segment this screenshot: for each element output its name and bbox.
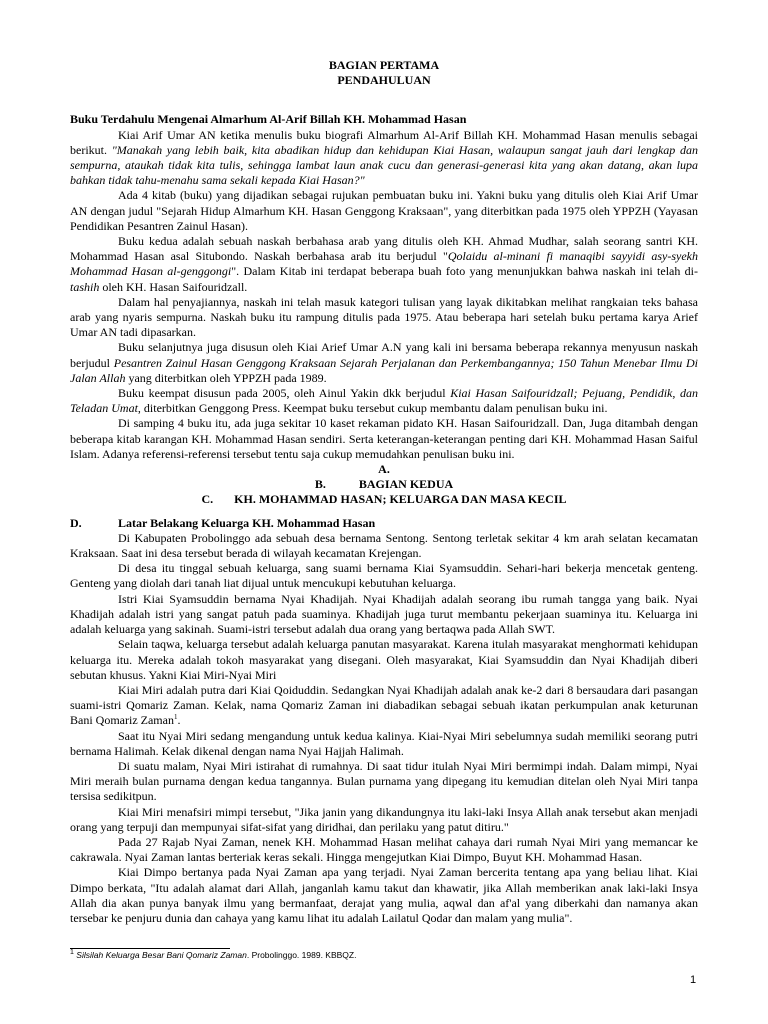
paragraph: Dalam hal penyajiannya, naskah ini telah masuk kategori tulisan yang layak dikitabkan melihat rangkaian teks bahasa arab yang nyaris sempurna. Naskah buku itu rampung ditulis pada 1975. Atau beberapa hari setelah buku pertama karya Arief Umar AN tadi dipasarkan. (70, 294, 698, 340)
paragraph: Buku keempat disusun pada 2005, oleh Ainul Yakin dkk berjudul Kiai Hasan Saifouridzall; Pejuang, Pendidik, dan Teladan Umat, diterbitkan Genggong Press. Keempat buku tersebut cukup membantu dalam penulisan buku ini. (70, 386, 698, 416)
page-content (70, 58, 698, 926)
paragraph: Pada 27 Rajab Nyai Zaman, nenek KH. Mohammad Hasan melihat cahaya dari rumah Nyai Miri yang memancar ke cakrawala. Nyai Zaman lantas berteriak keras sekali. Hingga mengejutkan Kiai Dimpo, Buyut KH. Mohammad Hasan. (70, 834, 698, 865)
footnote-ref: 1 (173, 713, 178, 722)
paragraph: Saat itu Nyai Miri sedang mengandung untuk kedua kalinya. Kiai-Nyai Miri sebelumnya sudah memiliki seorang putri bernama Halimah. Kelak dikenal dengan nama Nyai Hajjah Halimah. (70, 728, 698, 758)
outline-b: B. BAGIAN KEDUA (314, 477, 454, 492)
part-title: BAGIAN PERTAMA (328, 58, 440, 72)
paragraph: Kiai Arif Umar AN ketika menulis buku biografi Almarhum Al-Arif Billah KH. Mohammad Hasan menulis sebagai berikut. "Manakah yang lebih baik, kita abadikan hidup dan kehidupan Kiai Hasan, walaupun sangat jauh dari lengkap dan sempurna, ataukah tidak kita tulis, sehingga lambat laun anak cucu dan generasi-generasi kita yang akan datang, akan lupa bahkan tidak tahu-menahu sama sekali kepada Kiai Hasan?" (70, 127, 698, 188)
paragraph: Kiai Miri menafsiri mimpi tersebut, "Jika janin yang dikandungnya itu laki-laki Insya Allah anak tersebut akan menjadi orang yang terpuji dan mempunyai sifat-sifat yang diridhai, dan perilaku yang patut ditiru." (70, 804, 698, 834)
paragraph: Kiai Miri adalah putra dari Kiai Qoiduddin. Sedangkan Nyai Khadijah adalah anak ke-2 dari 8 bersaudara dari pasangan suami-istri Qomariz Zaman. Kelak, nama Qomariz Zaman ini diabadikan sebagai sebuah ikatan perkumpulan anak keturunan Bani Qomariz Zaman$^1$. (70, 682, 698, 728)
outline-a: A. (378, 462, 390, 477)
footnote-divider (70, 948, 230, 949)
paragraph: Selain taqwa, keluarga tersebut adalah keluarga panutan masyarakat. Karena itulah masyarakat menghormati kehidupan keluarga itu. Mereka adalah tokoh masyarakat yang disegani. Oleh masyarakat, Kiai Syamsuddin dan Nyai Khadijah diberi sebutan khusus. Yakni Kiai Miri-Nyai Miri (70, 637, 698, 682)
part-subtitle: PENDAHULUAN (337, 73, 431, 88)
paragraph: Di desa itu tinggal sebuah keluarga, sang suami bernama Kiai Syamsuddin. Sehari-hari bekerja mencetak genteng. Genteng yang diolah dari tanah liat dijual untuk mencukupi kebutuhan keluarga. (70, 561, 698, 591)
outline-c: C. KH. MOHAMMAD HASAN; KELUARGA DAN MASA KECIL (201, 492, 567, 507)
paragraph: Di samping 4 buku itu, ada juga sekitar 10 kaset rekaman pidato KH. Hasan Saifouridzall. Dan, Juga ditambah dengan beberapa kitab karangan KH. Mohammad Hasan sendiri. Serta keterangan-keterangan penting dari KH. Mohammad Hasan Saiful Islam. Adanya referensi-referensi tersebut tentu saja cukup memudahkan penulisan buku ini. (70, 416, 698, 461)
paragraph: Istri Kiai Syamsuddin bernama Nyai Khadijah. Nyai Khadijah adalah seorang ibu rumah tangga yang baik. Nyai Khadijah adalah istri yang sangat patuh pada suaminya. Khadijah juga turut membantu pekerjaan suaminya itu. Keluarga ini adalah keluarga yang sakinah. Suami-istri tersebut adalah dua orang yang bertaqwa pada Allah SWT. (70, 591, 698, 637)
section-heading: Buku Terdahulu Mengenai Almarhum Al-Arif Billah KH. Mohammad Hasan (70, 112, 467, 127)
paragraph: Di suatu malam, Nyai Miri istirahat di rumahnya. Di saat tidur itulah Nyai Miri bermimpi indah. Dalam mimpi, Nyai Miri meraih bulan purnama dengan kedua tangannya. Bulan purnama yang dipegang itu kemudian ditelan oleh Nyai Miri tanpa tersisa sedikitpun. (70, 758, 698, 804)
paragraph: Di Kabupaten Probolinggo ada sebuah desa bernama Sentong. Sentong terletak sekitar 4 km arah selatan kecamatan Kraksaan. Saat ini desa tersebut berada di wilayah kecamatan Krejengan. (70, 530, 698, 561)
footnote: $^1$ Silsilah Keluarga Besar Bani Qomariz Zaman. Probolinggo. 1989. KBBQZ. (70, 949, 357, 960)
subsection-heading: D. Latar Belakang Keluarga KH. Mohammad Hasan (70, 515, 376, 530)
paragraph: Kiai Dimpo bertanya pada Nyai Zaman apa yang terjadi. Nyai Zaman bercerita tentang apa yang beliau lihat. Kiai Dimpo berkata, "Itu adalah alamat dari Allah, janganlah kamu takut dan khawatir, jika Allah memberikan anak laki-laki Insya Allah dia akan punya banyak ilmu yang bermanfaat, derajat yang mulia, aqwal dan af'al yang diberkahi dan namanya akan tersebar ke penjuru dunia dan cahaya yang kamu lihat itu adalah Lailatul Qodar dan malam yang mulia". (70, 865, 698, 925)
page-number: 1 (690, 974, 697, 986)
paragraph: Ada 4 kitab (buku) yang dijadikan sebagai rujukan pembuatan buku ini. Yakni buku yang ditulis oleh Kiai Arif Umar AN dengan judul "Sejarah Hidup Almarhum KH. Hasan Genggong Kraksaan", yang diterbitkan pada 1975 oleh YPPZH (Yayasan Pendidikan Pesantren Zainul Hasan). (70, 188, 698, 233)
paragraph: Buku kedua adalah sebuah naskah berbahasa arab yang ditulis oleh KH. Ahmad Mudhar, salah seorang santri KH. Mohammad Hasan asal Situbondo. Naskah berbahasa arab itu berjudul "Qolaidu al-minani fi manaqibi sayyidi asy-syekh Mohammad Hasan al-genggongi". Dalam Kitab ini terdapat beberapa buah foto yang menunjukkan bahwa naskah ini telah di-tashih oleh KH. Hasan Saifouridzall. (70, 234, 699, 294)
paragraph: Buku selanjutnya juga disusun oleh Kiai Arief Umar A.N yang kali ini bersama beberapa rekannya menyusun naskah berjudul Pesantren Zainul Hasan Genggong Kraksaan Sejarah Perjalanan dan Perkembangannya; 150 Tahun Menebar Ilmu Di Jalan Allah yang diterbitkan oleh YPPZH pada 1989. (70, 340, 698, 385)
